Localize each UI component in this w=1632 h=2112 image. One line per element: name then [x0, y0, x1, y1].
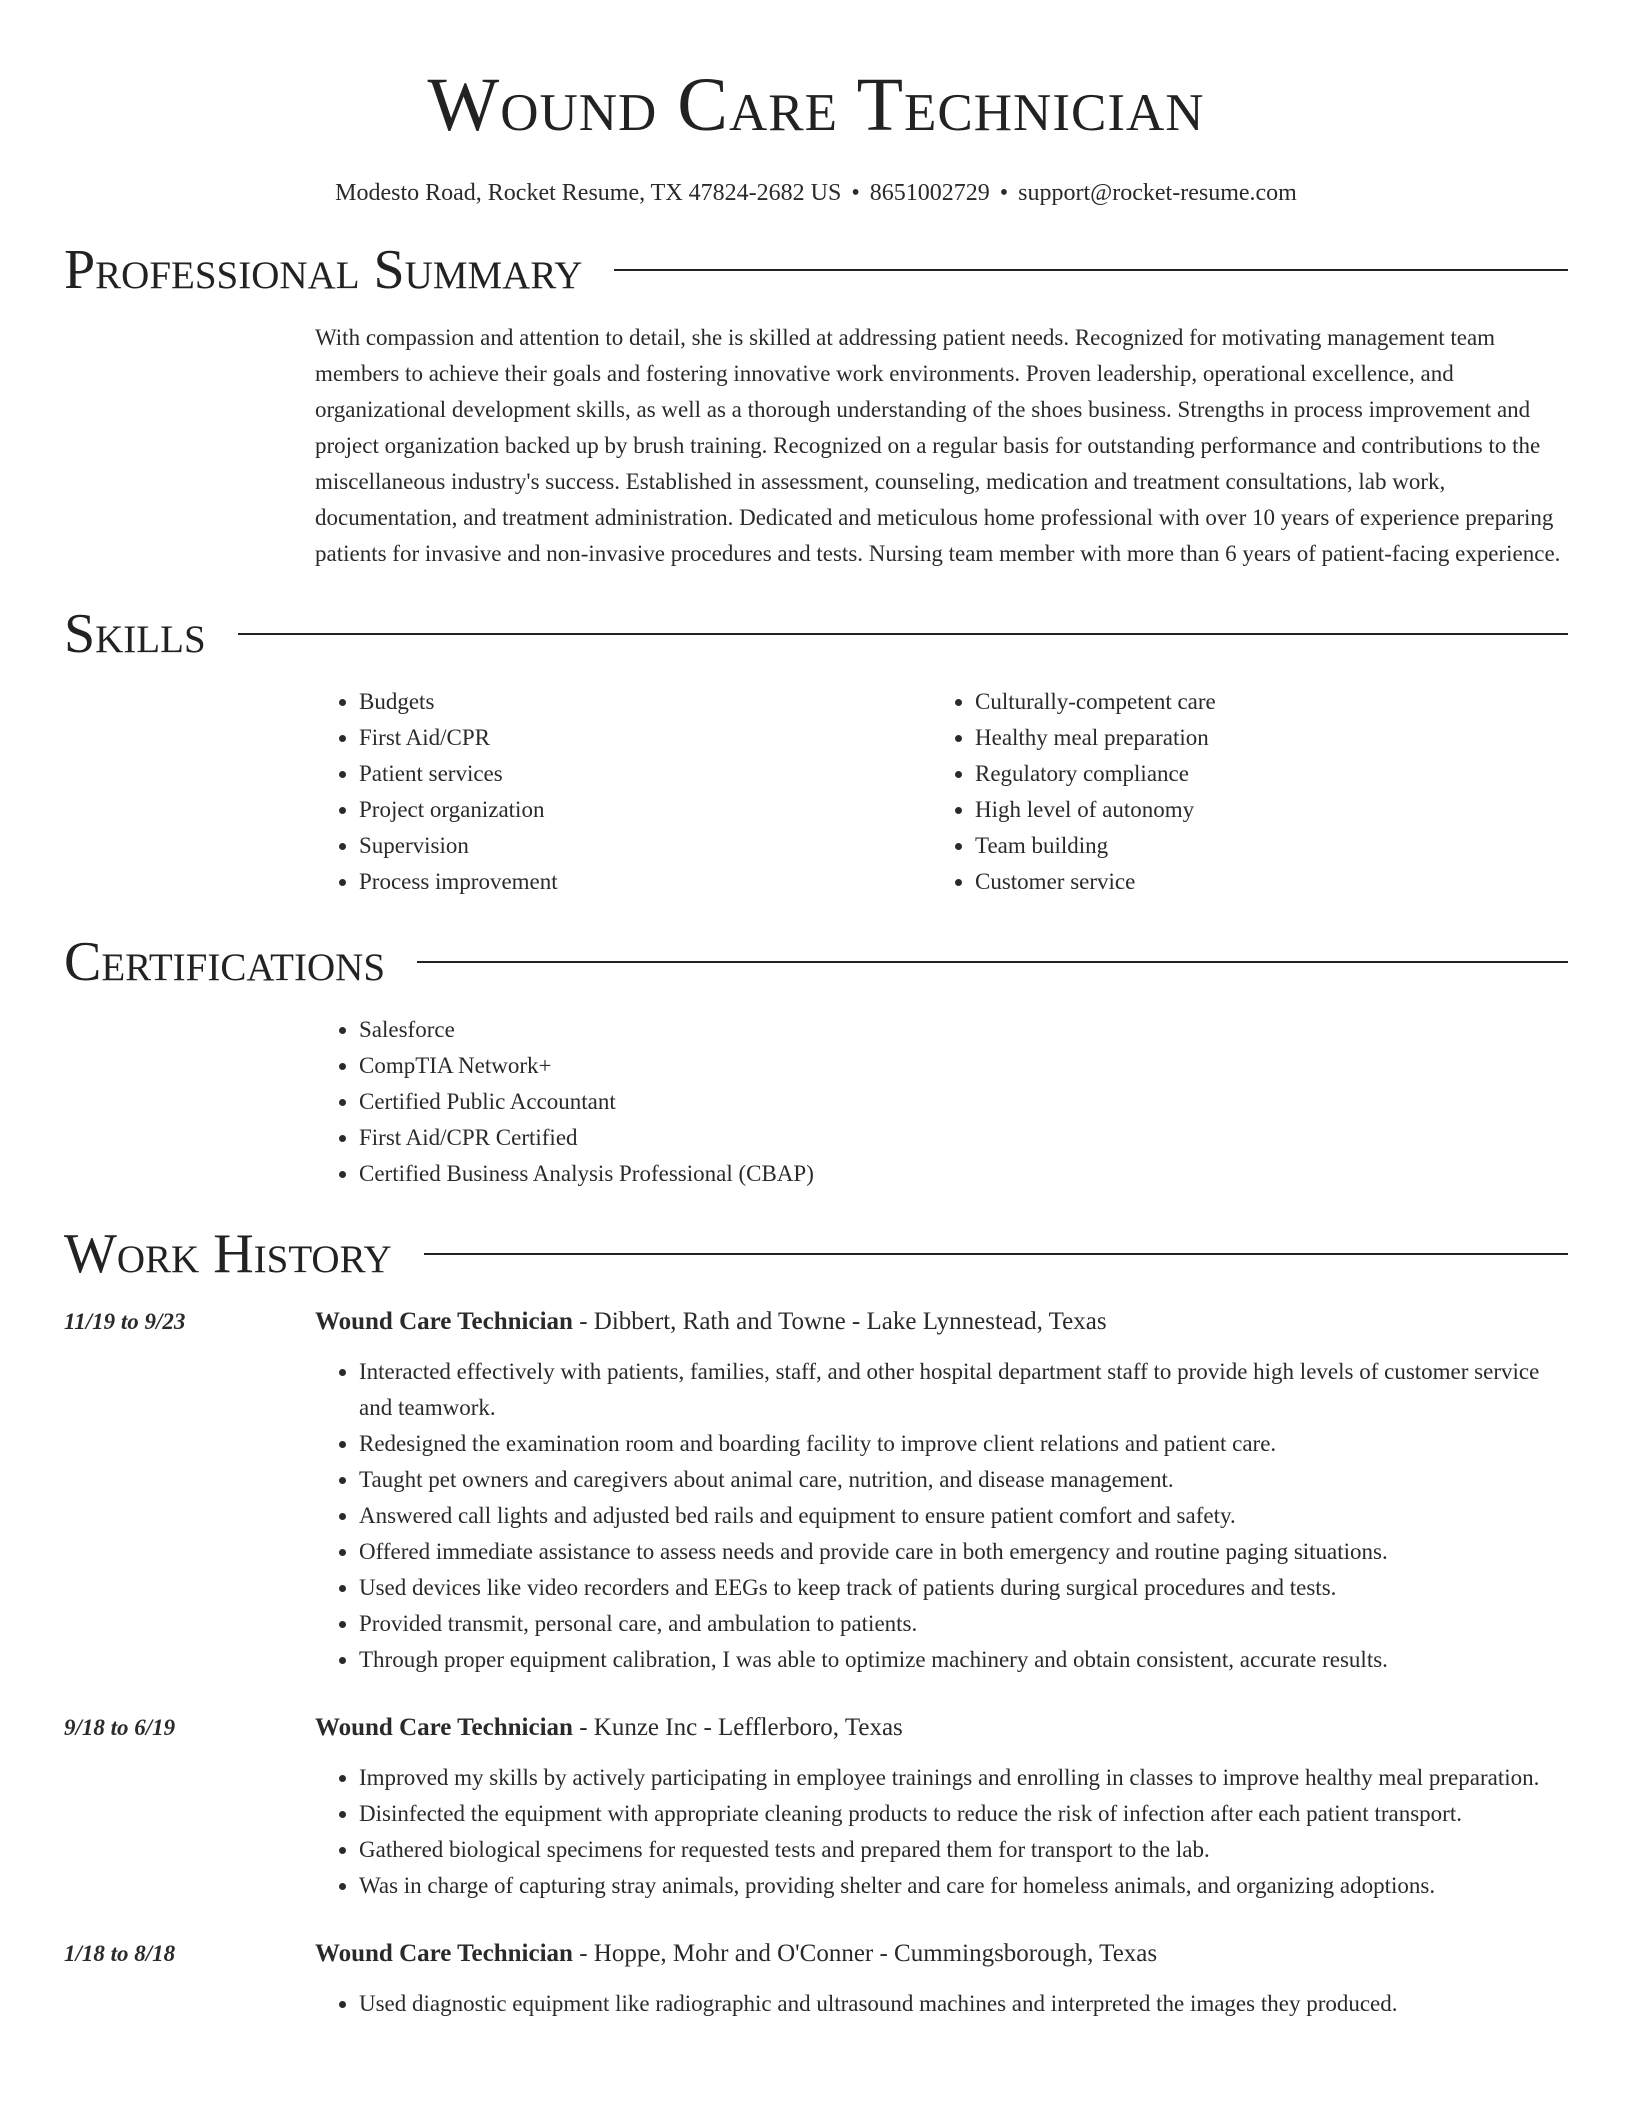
skill-item: • High level of autonomy — [975, 792, 1547, 828]
section-divider — [417, 961, 1568, 963]
job-bullets — [315, 1354, 1568, 1678]
job-employer: - Hoppe, Mohr and O'Conner - Cummingsborough, Texas — [572, 1940, 1158, 1967]
job-bullet: • Improved my skills by actively participating in employee trainings and enrolling in classes to improve healthy meal preparation. — [359, 1760, 1568, 1796]
skill-item: • Patient services — [359, 756, 931, 792]
job-bullet: • Used devices like video recorders and EEGs to keep track of patients during surgical procedures and tests. — [359, 1570, 1568, 1606]
job-bullet: • Redesigned the examination room and boarding facility to improve client relations and patient care. — [359, 1426, 1568, 1462]
job-bullet: • Offered immediate assistance to assess needs and provide care in both emergency and routine paging situations. — [359, 1534, 1568, 1570]
job-entry — [64, 1304, 1568, 1678]
skill-item: • First Aid/CPR — [359, 720, 931, 756]
job-bullets — [315, 1986, 1568, 2022]
contact-separator: • — [851, 180, 860, 206]
job-details — [315, 1710, 1568, 1904]
job-dates: 11/19 to 9/23 — [64, 1309, 186, 1334]
certifications-list — [315, 1012, 1568, 1192]
contact-email: support@rocket-resume.com — [1018, 180, 1297, 206]
skills-column-right — [931, 684, 1547, 900]
skills-heading: Skills — [64, 603, 206, 665]
job-details — [315, 1304, 1568, 1678]
contact-separator: • — [999, 180, 1009, 206]
job-bullets — [315, 1760, 1568, 1904]
skill-item: • Healthy meal preparation — [975, 720, 1547, 756]
certifications-heading: Certifications — [64, 931, 386, 993]
skill-item: • Culturally-competent care — [975, 684, 1547, 720]
job-title: Wound Care Technician — [315, 1714, 573, 1741]
skill-item: • Project organization — [359, 792, 931, 828]
job-title-line — [315, 1710, 1568, 1746]
summary-section-header — [64, 240, 1568, 300]
job-bullet: • Interacted effectively with patients, families, staff, and other hospital department staff to provide high levels of customer service and teamwork. — [359, 1354, 1568, 1426]
job-title-line — [315, 1304, 1568, 1340]
job-bullet: • Was in charge of capturing stray animals, providing shelter and care for homeless animals, and organizing adoptions. — [359, 1868, 1568, 1904]
work-history-heading: Work History — [64, 1223, 392, 1285]
certification-item: • Certified Business Analysis Professional (CBAP) — [359, 1156, 1568, 1192]
skills-column-left — [315, 684, 931, 900]
work-history-section-header — [64, 1224, 1568, 1284]
skills-list — [315, 684, 1568, 900]
certifications-bullets — [315, 1012, 1568, 1192]
job-bullet: • Gathered biological specimens for requested tests and prepared them for transport to the lab. — [359, 1832, 1568, 1868]
resume-name: Wound Care Technician — [427, 63, 1205, 147]
summary-text: With compassion and attention to detail, she is skilled at addressing patient needs. Recognized for motivating management team members to achieve their goals and fostering innovative work environments. Proven leadership, operational excellence, and organizational development skills, as well as a thorough understanding of the shoes business. Strengths in process improvement and project organization backed up by brush training. Recognized on a regular basis for outstanding performance and contributions to the miscellaneous industry's success. Established in assessment, counseling, medication and treatment consultations, lab work, documentation, and treatment administration. Dedicated and meticulous home professional with over 10 years of experience preparing patients for invasive and non-invasive procedures and tests. Nursing team member with more than 6 years of patient-facing experience. — [315, 325, 1561, 566]
skill-item: • Regulatory compliance — [975, 756, 1547, 792]
job-title: Wound Care Technician — [315, 1940, 573, 1967]
job-title: Wound Care Technician — [315, 1308, 573, 1335]
skills-section-header — [64, 604, 1568, 664]
job-bullet: • Through proper equipment calibration, I was able to optimize machinery and obtain consistent, accurate results. — [359, 1642, 1568, 1678]
certification-item: • Salesforce — [359, 1012, 1568, 1048]
job-details — [315, 1936, 1568, 2022]
job-entry — [64, 1936, 1568, 2022]
contact-line — [64, 178, 1568, 208]
summary-heading: Professional Summary — [64, 239, 583, 301]
job-bullet: • Disinfected the equipment with appropriate cleaning products to reduce the risk of infection after each patient transport. — [359, 1796, 1568, 1832]
certification-item: • CompTIA Network+ — [359, 1048, 1568, 1084]
job-employer: - Dibbert, Rath and Towne - Lake Lynnestead, Texas — [572, 1308, 1107, 1335]
certification-item: • First Aid/CPR Certified — [359, 1120, 1568, 1156]
job-bullet: • Answered call lights and adjusted bed rails and equipment to ensure patient comfort and safety. — [359, 1498, 1568, 1534]
job-title-line — [315, 1936, 1568, 1972]
resume-page — [64, 0, 1568, 2022]
contact-phone: 8651002729 — [869, 180, 990, 206]
section-divider — [614, 269, 1568, 271]
section-divider — [424, 1253, 1568, 1255]
certification-item: • Certified Public Accountant — [359, 1084, 1568, 1120]
job-dates: 9/18 to 6/19 — [64, 1715, 176, 1740]
job-bullet: • Used diagnostic equipment like radiographic and ultrasound machines and interpreted the images they produced. — [359, 1986, 1568, 2022]
job-dates: 1/18 to 8/18 — [64, 1941, 176, 1966]
skill-item: • Budgets — [359, 684, 931, 720]
skill-item: • Customer service — [975, 864, 1547, 900]
contact-address: Modesto Road, Rocket Resume, TX 47824-2682 US — [335, 180, 842, 206]
certifications-section-header — [64, 932, 1568, 992]
skill-item: • Supervision — [359, 828, 931, 864]
job-bullet: • Provided transmit, personal care, and ambulation to patients. — [359, 1606, 1568, 1642]
skill-item: • Process improvement — [359, 864, 931, 900]
job-employer: - Kunze Inc - Lefflerboro, Texas — [572, 1714, 903, 1741]
job-entry — [64, 1710, 1568, 1904]
job-bullet: • Taught pet owners and caregivers about animal care, nutrition, and disease management. — [359, 1462, 1568, 1498]
section-divider — [238, 633, 1568, 635]
skill-item: • Team building — [975, 828, 1547, 864]
